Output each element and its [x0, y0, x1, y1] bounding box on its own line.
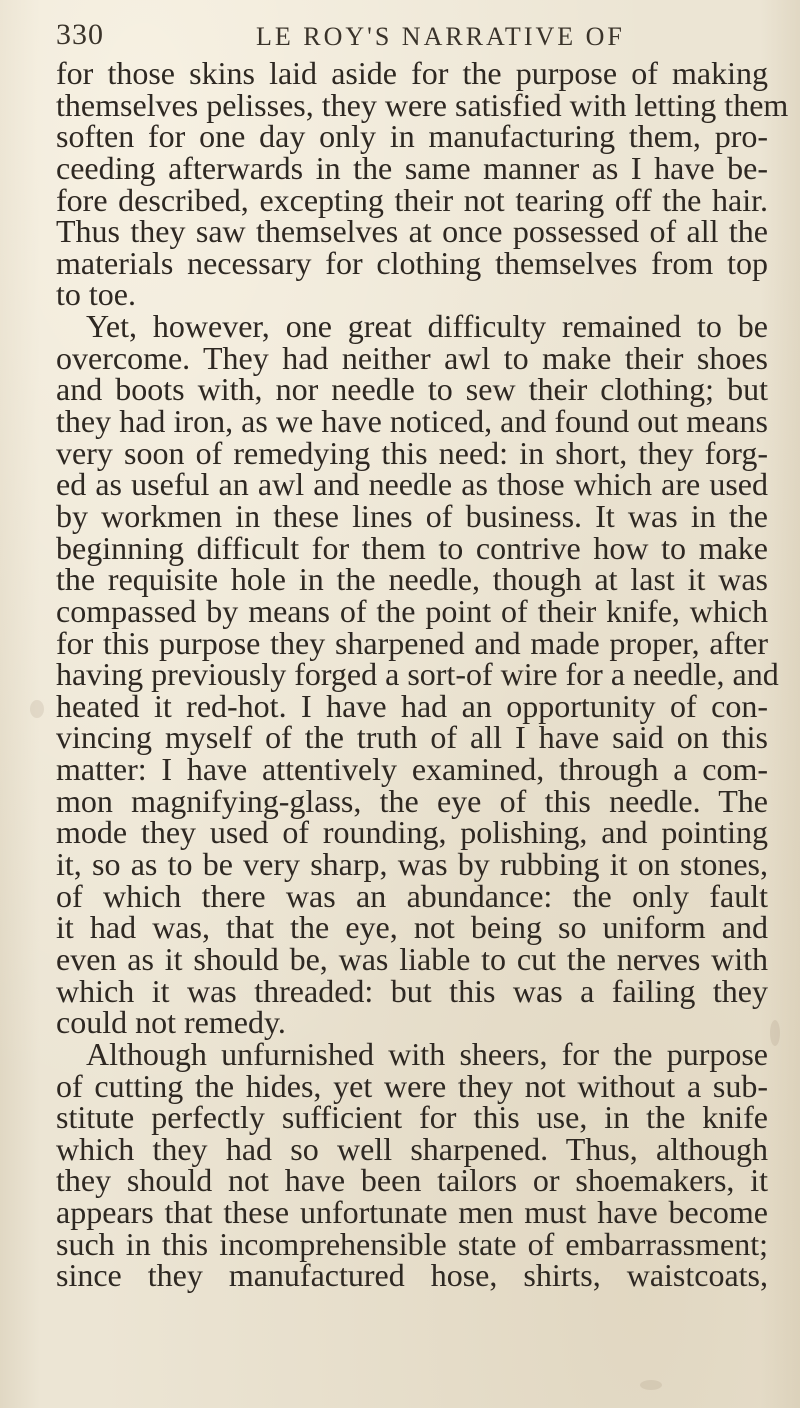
text-line: materials necessary for clothing themselves from top — [56, 244, 768, 281]
text-line: could not remedy. — [56, 1004, 286, 1041]
text-line: very soon of remedying this need: in short, they forg- — [56, 434, 768, 471]
page-number: 330 — [56, 18, 104, 51]
text-line: which it was threaded: but this was a failing they — [56, 972, 768, 1009]
page-header — [56, 18, 756, 58]
text-line: of cutting the hides, yet were they not without a sub- — [56, 1067, 768, 1104]
text-line: for this purpose they sharpened and made proper, after — [56, 624, 768, 661]
text-line: it, so as to be very sharp, was by rubbing it on stones, — [56, 846, 768, 883]
text-line: and boots with, nor needle to sew their clothing; but — [56, 371, 768, 408]
paper-stain — [30, 700, 44, 718]
body-text — [56, 55, 789, 1294]
text-line: it had was, that the eye, not being so uniform and — [56, 909, 768, 946]
text-line: overcome. They had neither awl to make their shoes — [56, 339, 768, 376]
text-line: for those skins laid aside for the purpose of making — [56, 55, 768, 91]
text-line: mon magnifying-glass, the eye of this needle. The — [56, 782, 768, 819]
text-line: since they manufactured hose, shirts, waistcoats, — [56, 1257, 768, 1294]
text-line: themselves pelisses, they were satisfied with letting them — [56, 86, 789, 123]
text-line: Although unfurnished with sheers, for the purpose — [86, 1035, 768, 1072]
text-line: the requisite hole in the needle, though at last it was — [56, 561, 768, 598]
text-line: beginning difficult for them to contrive how to make — [56, 529, 768, 566]
text-line: which they had so well sharpened. Thus, although — [56, 1130, 768, 1167]
text-line: by workmen in these lines of business. It was in the — [56, 497, 768, 534]
text-line: matter: I have attentively examined, through a com- — [56, 751, 768, 788]
text-line: ceeding afterwards in the same manner as I have be- — [56, 149, 768, 186]
running-head: LE ROY'S NARRATIVE OF — [256, 22, 625, 51]
text-line: compassed by means of the point of their knife, which — [56, 592, 768, 629]
text-line: even as it should be, was liable to cut the nerves with — [56, 940, 768, 977]
paper-stain — [640, 1380, 662, 1390]
text-line: fore described, excepting their not tearing off the hair. — [56, 181, 768, 218]
paper-stain — [770, 1020, 780, 1046]
text-line: having previously forged a sort-of wire for a needle, and — [56, 656, 779, 693]
text-line: soften for one day only in manufacturing them, pro- — [56, 118, 768, 155]
text-line: they had iron, as we have noticed, and found out means — [56, 403, 768, 440]
text-line: they should not have been tailors or shoemakers, it — [56, 1162, 768, 1199]
text-line: such in this incomprehensible state of embarrassment; — [56, 1225, 768, 1262]
text-line: to toe. — [56, 276, 136, 313]
text-line: Yet, however, one great difficulty remained to be — [86, 308, 768, 345]
text-line: of which there was an abundance: the only fault — [56, 877, 768, 914]
text-line: appears that these unfortunate men must have become — [56, 1194, 768, 1231]
text-line: heated it red-hot. I have had an opportunity of con- — [56, 687, 768, 724]
text-line: mode they used of rounding, polishing, and pointing — [56, 814, 768, 851]
text-line: Thus they saw themselves at once possessed of all the — [56, 213, 768, 250]
text-line: ed as useful an awl and needle as those which are used — [56, 466, 768, 503]
text-line: stitute perfectly sufficient for this use, in the knife — [56, 1099, 768, 1136]
text-line: vincing myself of the truth of all I have said on this — [56, 719, 768, 756]
